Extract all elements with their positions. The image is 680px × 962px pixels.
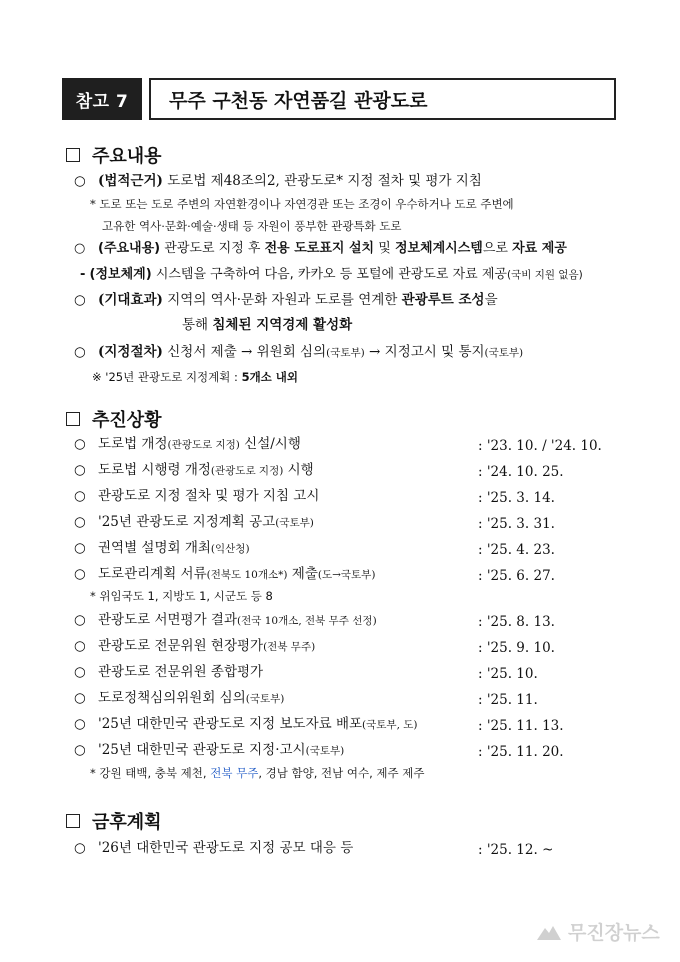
circle-bullet-icon: ○ [74, 540, 86, 556]
progress-date: : '25. 11. 13. [478, 718, 564, 734]
circle-bullet-icon: ○ [74, 173, 86, 189]
circle-bullet-icon: ○ [74, 840, 86, 856]
item-info-system: - (정보체계) 시스템을 구축하여 다음, 카카오 등 포털에 관광도로 자료 제공(국비 지원 없음) [80, 267, 583, 282]
progress-date: : '25. 11. [478, 692, 538, 708]
circle-bullet-icon: ○ [74, 488, 86, 504]
header-bar [62, 78, 616, 120]
item-main-content: ○ (주요내용) 관광도로 지정 후 전용 도로표지 설치 및 정보체계시스템으로 자료 제공 [74, 241, 567, 256]
progress-row: ○ 도로법 개정(관광도로 지정) 신설/시행 [74, 436, 301, 452]
circle-bullet-icon: ○ [74, 514, 86, 530]
section-heading-progress: 추진상황 [66, 406, 162, 432]
circle-bullet-icon: ○ [74, 566, 86, 582]
item-expected-effect: ○ (기대효과) 지역의 역사·문화 자원과 도로를 연계한 관광루트 조성을 [74, 292, 498, 308]
reference-label: 참고 7 [62, 78, 142, 120]
note-designation-plan: ※ '25년 관광도로 지정계획 : 5개소 내외 [92, 370, 299, 384]
item-designation-procedure: ○ (지정절차) 신청서 제출 → 위원회 심의(국토부) → 지정고시 및 통지(국토부) [74, 344, 524, 360]
section-heading-main-content: 주요내용 [66, 142, 162, 168]
progress-note: * 위임국도 1, 지방도 1, 시군도 등 8 [90, 589, 273, 603]
progress-row: ○ 도로법 시행령 개정(관광도로 지정) 시행 [74, 462, 314, 478]
circle-bullet-icon: ○ [74, 638, 86, 654]
progress-date: : '23. 10. / '24. 10. [478, 438, 602, 454]
item-legal-basis: ○ (법적근거) 도로법 제48조의2, 관광도로* 지정 절차 및 평가 지침 [74, 173, 482, 189]
progress-date: : '25. 10. [478, 666, 538, 682]
circle-bullet-icon: ○ [74, 612, 86, 628]
item-expected-effect-cont: 통해 침체된 지역경제 활성화 [182, 317, 353, 333]
note-definition-1: * 도로 또는 도로 주변의 자연환경이나 자연경관 또는 조경이 우수하거나 도로 주변에 [90, 197, 514, 211]
progress-row: ○ 권역별 설명회 개최(익산청) [74, 540, 250, 556]
circle-bullet-icon: ○ [74, 742, 86, 758]
progress-date: : '24. 10. 25. [478, 464, 564, 480]
progress-row: ○ 관광도로 지정 절차 및 평가 지침 고시 [74, 488, 320, 504]
progress-date: : '25. 6. 27. [478, 568, 555, 584]
circle-bullet-icon: ○ [74, 690, 86, 706]
progress-row: ○ 관광도로 전문위원 현장평가(전북 무주) [74, 638, 316, 654]
circle-bullet-icon: ○ [74, 344, 86, 360]
progress-row: ○ 도로정책심의위원회 심의(국토부) [74, 690, 285, 706]
progress-row: ○ 관광도로 서면평가 결과(전국 10개소, 전북 무주 선정) [74, 612, 377, 628]
mountain-logo-icon [536, 922, 562, 942]
highlighted-region: 전북 무주 [210, 766, 259, 780]
progress-date: : '25. 8. 13. [478, 614, 555, 630]
square-bullet-icon [66, 412, 80, 426]
circle-bullet-icon: ○ [74, 716, 86, 732]
progress-note: * 강원 태백, 충북 제천, 전북 무주, 경남 함양, 전남 여수, 제주 제주 [90, 766, 425, 780]
future-plan-date: : '25. 12. ~ [478, 842, 554, 858]
square-bullet-icon [66, 148, 80, 162]
progress-row: ○ 관광도로 전문위원 종합평가 [74, 664, 264, 680]
progress-row: ○ '25년 관광도로 지정계획 공고(국토부) [74, 514, 314, 530]
progress-date: : '25. 3. 31. [478, 516, 555, 532]
circle-bullet-icon: ○ [74, 664, 86, 680]
progress-row: ○ '25년 대한민국 관광도로 지정 보도자료 배포(국토부, 도) [74, 716, 418, 732]
circle-bullet-icon: ○ [74, 462, 86, 478]
section-heading-future-plan: 금후계획 [66, 808, 162, 834]
watermark: 무진장뉴스 [536, 918, 660, 945]
progress-date: : '25. 3. 14. [478, 490, 555, 506]
progress-row: ○ '25년 대한민국 관광도로 지정·고시(국토부) [74, 742, 345, 758]
note-definition-2: 고유한 역사·문화·예술·생태 등 자원이 풍부한 관광특화 도로 [102, 219, 402, 233]
progress-date: : '25. 9. 10. [478, 640, 555, 656]
document-title: 무주 구천동 자연품길 관광도로 [149, 78, 616, 120]
future-plan-row: ○ '26년 대한민국 관광도로 지정 공모 대응 등 [74, 840, 354, 856]
circle-bullet-icon: ○ [74, 436, 86, 452]
progress-date: : '25. 11. 20. [478, 744, 564, 760]
square-bullet-icon [66, 814, 80, 828]
circle-bullet-icon: ○ [74, 292, 86, 308]
circle-bullet-icon: ○ [74, 241, 86, 256]
progress-date: : '25. 4. 23. [478, 542, 555, 558]
progress-row: ○ 도로관리계획 서류(전북도 10개소*) 제출(도→국토부) [74, 566, 376, 582]
